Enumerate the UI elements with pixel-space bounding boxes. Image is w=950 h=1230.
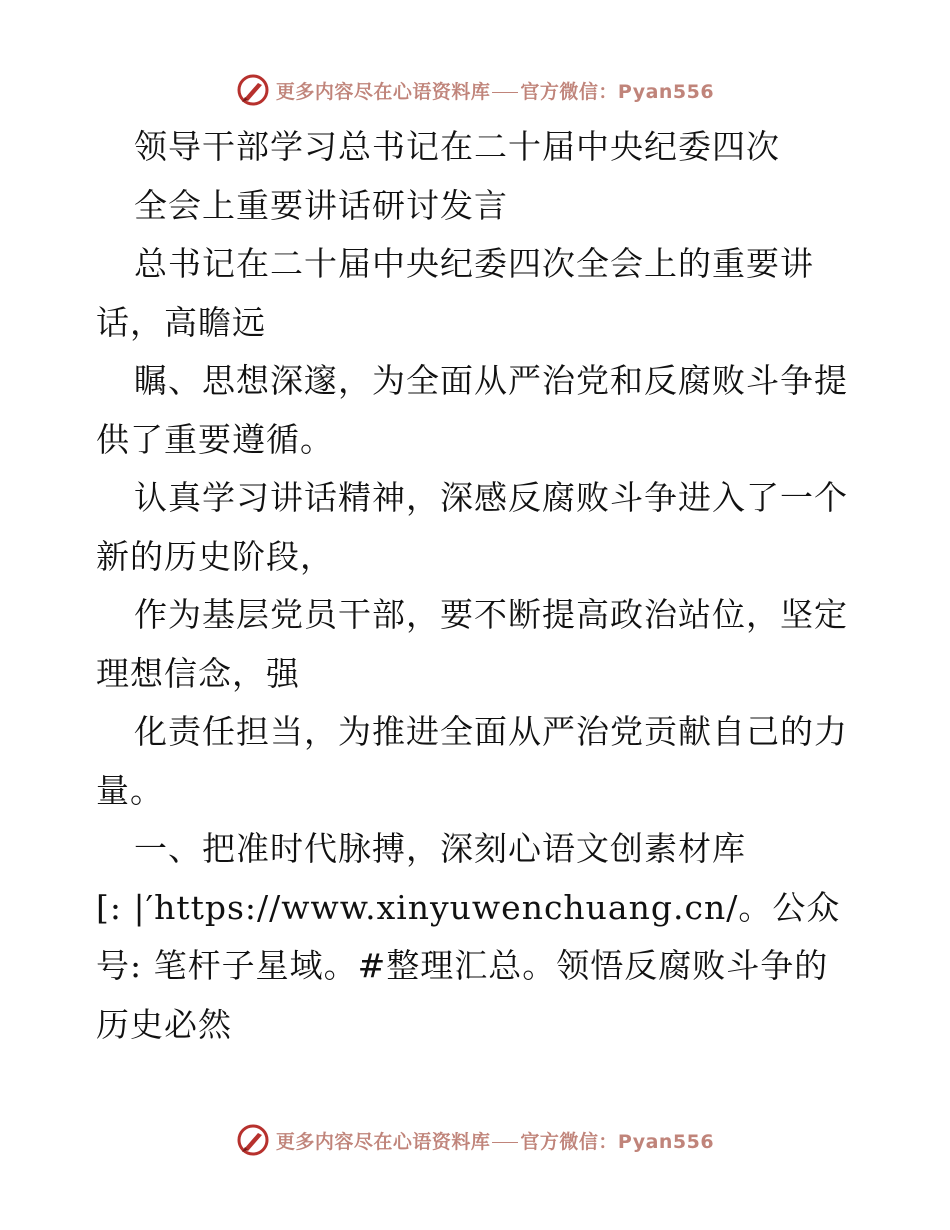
document-line: 瞩、思想深邃，为全面从严治党和反腐败斗争提	[134, 361, 848, 400]
document-line: 新的历史阶段，	[96, 536, 334, 576]
footer-watermark-banner	[0, 1120, 950, 1160]
document-body	[96, 118, 866, 1054]
header-banner-dash	[492, 92, 518, 93]
document-line: 号: 笔杆子星域。#整理汇总。领悟反腐败斗争的	[96, 946, 829, 985]
document-line: 认真学习讲话精神，深感反腐败斗争进入了一个	[134, 478, 848, 517]
footer-banner-contact: 官方微信：Pyan556	[520, 1130, 715, 1153]
header-banner-contact: 官方微信：Pyan556	[520, 80, 715, 103]
footer-banner-main: 更多内容尽在心语资料库	[275, 1130, 491, 1153]
document-line: 话，高瞻远	[96, 302, 266, 342]
pen-logo-icon	[236, 73, 270, 107]
document-line: 全会上重要讲话研讨发言	[134, 185, 508, 225]
document-line: 历史必然	[96, 1004, 232, 1044]
document-line: 理想信念，强	[96, 653, 300, 693]
document-line: 作为基层党员干部，要不断提高政治站位，坚定	[134, 595, 848, 634]
header-banner-text	[276, 77, 714, 104]
header-watermark-banner	[0, 70, 950, 110]
document-line: 供了重要遵循。	[96, 419, 334, 459]
pen-logo-icon	[236, 1123, 270, 1157]
document-line: 总书记在二十届中央纪委四次全会上的重要讲	[134, 244, 814, 283]
footer-banner-dash	[492, 1142, 518, 1143]
document-line: 领导干部学习总书记在二十届中央纪委四次	[134, 127, 780, 166]
document-line: 量。	[96, 770, 164, 810]
footer-banner-text	[276, 1127, 714, 1154]
document-line: 一、把准时代脉搏，深刻心语文创素材库	[134, 829, 746, 868]
document-line: [: |′https://www.xinyuwenchuang.cn/。公众	[96, 887, 841, 927]
header-banner-main: 更多内容尽在心语资料库	[275, 80, 491, 103]
document-line: 化责任担当，为推进全面从严治党贡献自己的力	[134, 712, 848, 751]
